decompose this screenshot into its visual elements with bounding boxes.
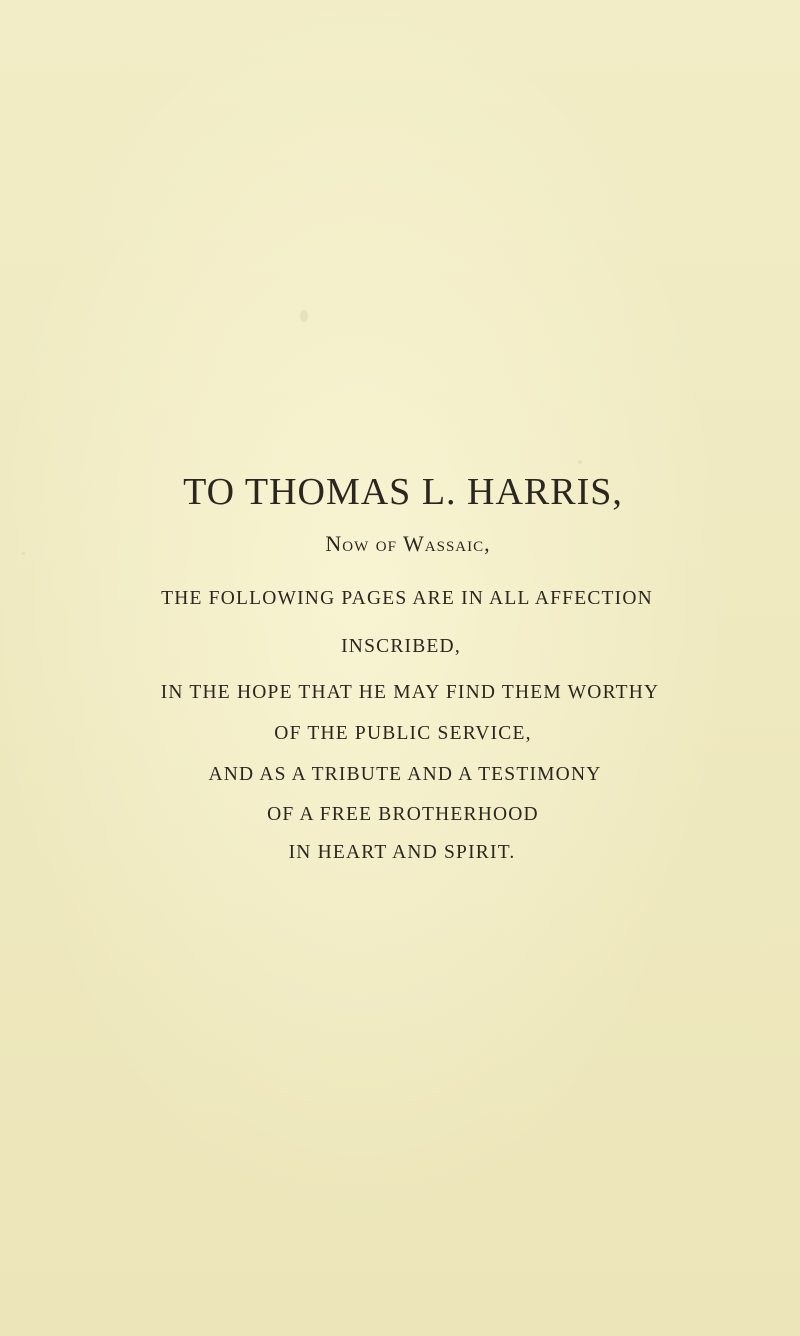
dedication-line: THE FOLLOWING PAGES ARE IN ALL AFFECTION <box>161 588 653 609</box>
dedication-subtitle: Now of Wassaic, <box>325 531 491 556</box>
dedication-line: OF THE PUBLIC SERVICE, <box>274 723 532 744</box>
paper-stain <box>300 310 308 322</box>
dedication-line: IN HEART AND SPIRIT. <box>288 842 516 863</box>
paper-stain <box>578 460 582 464</box>
dedication-line: OF A FREE BROTHERHOOD <box>267 804 539 825</box>
dedication-line: AND AS A TRIBUTE AND A TESTIMONY <box>208 764 602 785</box>
dedication-block <box>0 470 800 866</box>
dedication-title: TO THOMAS L. HARRIS, <box>183 471 623 513</box>
dedication-line: IN THE HOPE THAT HE MAY FIND THEM WORTHY <box>160 682 660 703</box>
dedication-line: INSCRIBED, <box>341 636 461 657</box>
